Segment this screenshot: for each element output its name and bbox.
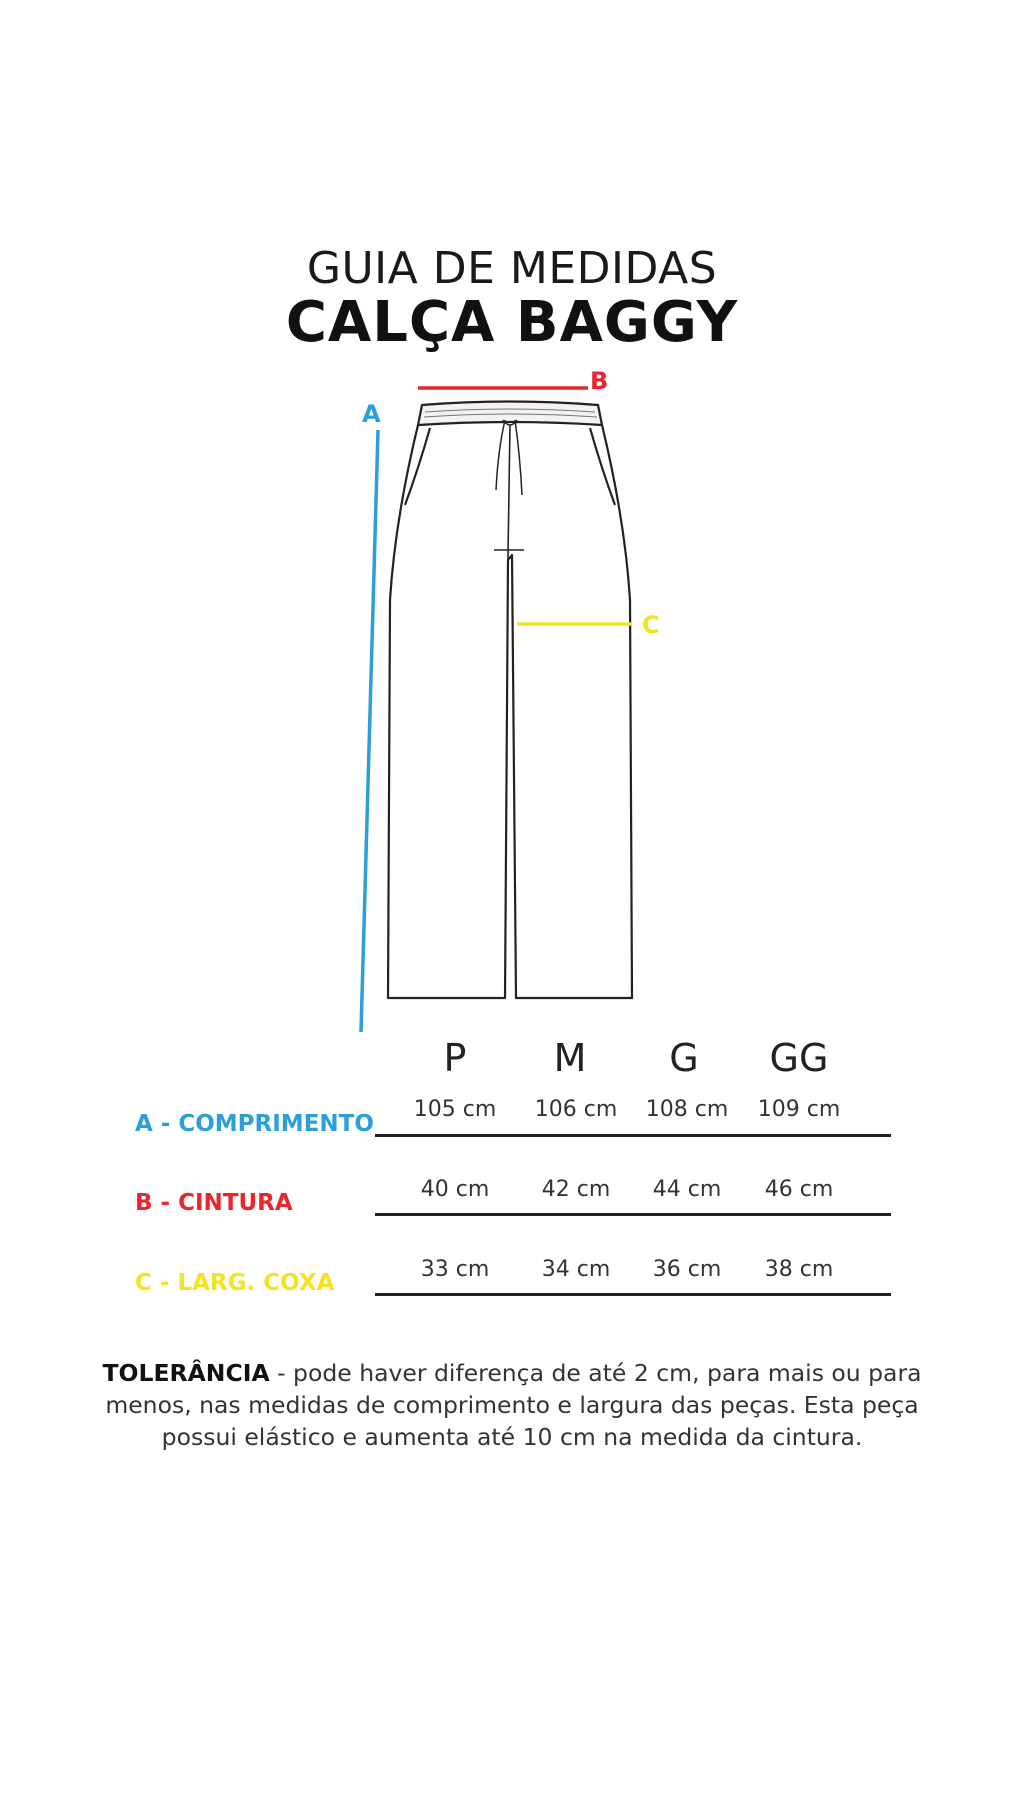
cell-comprimento-p: 105 cm xyxy=(413,1097,497,1122)
measure-a-label: A xyxy=(362,400,381,428)
cell-larg-coxa-p: 33 cm xyxy=(420,1257,490,1282)
cell-larg-coxa-gg: 38 cm xyxy=(764,1257,834,1282)
row-divider xyxy=(375,1293,891,1296)
cell-larg-coxa-g: 36 cm xyxy=(652,1257,722,1282)
row-divider xyxy=(375,1134,891,1137)
row-label-cintura: B - CINTURA xyxy=(135,1190,293,1216)
tolerance-heading: TOLERÂNCIA xyxy=(102,1359,270,1387)
row-divider xyxy=(375,1213,891,1216)
measure-b-label: B xyxy=(590,367,609,395)
row-label-larg-coxa: C - LARG. COXA xyxy=(135,1270,335,1296)
row-label-comprimento: A - COMPRIMENTO xyxy=(135,1111,374,1137)
cell-cintura-p: 40 cm xyxy=(420,1177,490,1202)
cell-larg-coxa-m: 34 cm xyxy=(541,1257,611,1282)
cell-comprimento-g: 108 cm xyxy=(645,1097,729,1122)
tolerance-text: - pode haver diferença de até 2 cm, para mais ou para menos, nas medidas de comprimento e largura das peças. Esta peça possui elástico e aumenta até 10 cm na medida da cintura. xyxy=(105,1359,922,1451)
cell-cintura-g: 44 cm xyxy=(652,1177,722,1202)
size-header-gg: GG xyxy=(769,1036,829,1080)
cell-comprimento-gg: 109 cm xyxy=(757,1097,841,1122)
size-header-g: G xyxy=(669,1036,699,1080)
product-title: CALÇA BAGGY xyxy=(285,290,739,355)
cell-cintura-m: 42 cm xyxy=(541,1177,611,1202)
cell-comprimento-m: 106 cm xyxy=(534,1097,618,1122)
size-header-p: P xyxy=(443,1036,467,1080)
pants-outline xyxy=(388,402,632,999)
measure-c-label: C xyxy=(642,611,660,639)
guide-title: GUIA DE MEDIDAS xyxy=(306,243,718,294)
measure-a-line xyxy=(361,430,378,1032)
size-header-m: M xyxy=(553,1036,587,1080)
cell-cintura-gg: 46 cm xyxy=(764,1177,834,1202)
tolerance-note xyxy=(80,1357,944,1453)
